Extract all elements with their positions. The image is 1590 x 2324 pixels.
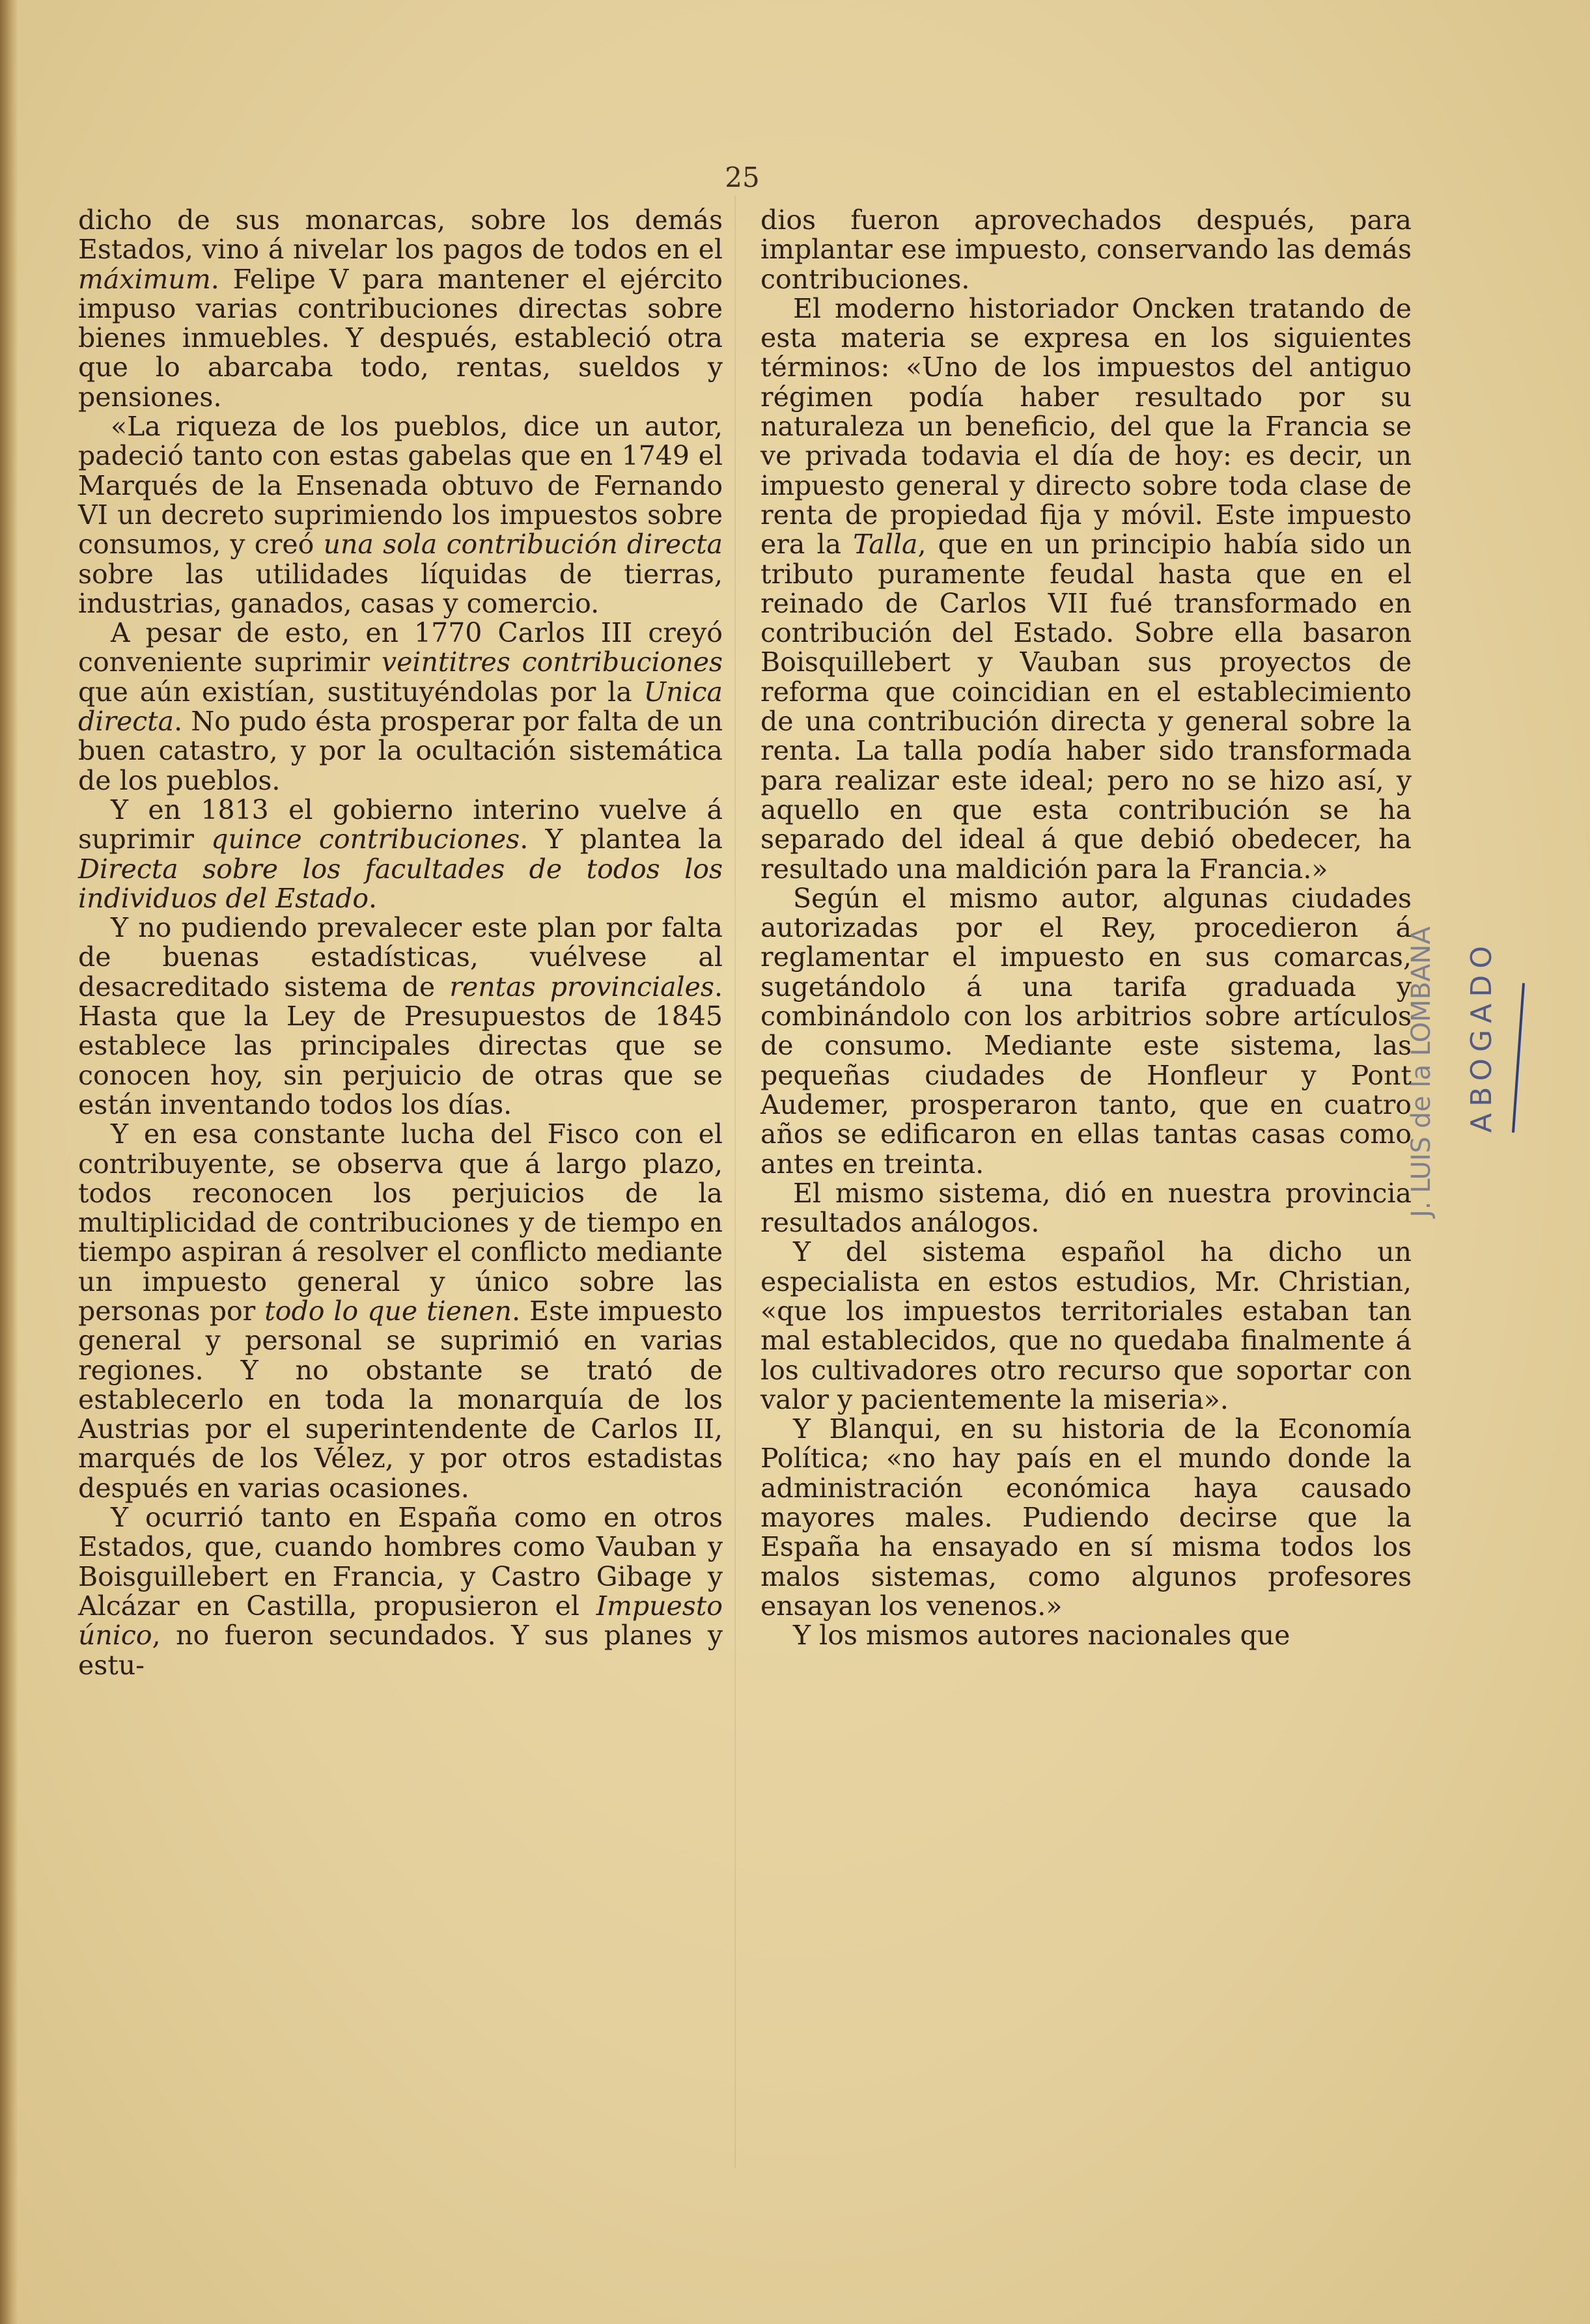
stamp-title: ABOGADO xyxy=(1465,939,1498,1133)
paragraph: dios fueron aprovechados después, para implantar ese impuesto, conservando las demás contribuciones. xyxy=(760,204,1412,295)
stamp-name: J. LUIS de la LOMBANA xyxy=(1406,926,1436,1217)
paragraph: El mismo sistema, dió en nuestra provincia resultados análogos. xyxy=(760,1177,1412,1239)
paragraph: Y en 1813 el gobierno interino vuelve á suprimir quince contribuciones. Y plantea la Directa sobre los facultades de todos los individuos del Estado. xyxy=(78,794,723,914)
stamp-rule xyxy=(1512,983,1525,1133)
paragraph: Y del sistema español ha dicho un especialista en estos estudios, Mr. Christian, «que los impuestos territoriales estaban tan mal establecidos, que no quedaba finalmente á los cultivadores otro recurso que soportar con valor y pacientemente la miseria». xyxy=(760,1236,1412,1415)
column-gutter xyxy=(734,195,736,2168)
paragraph: «La riqueza de los pueblos, dice un autor, padeció tanto con estas gabelas que en 1749 el Marqués de la Ensenada obtuvo de Fernando VI un decreto suprimiendo los impuestos sobre consumos, y creó una sola contribución directa sobre las utilidades líquidas de tierras, industrias, ganados, casas y comercio. xyxy=(78,411,723,619)
paragraph: Y ocurrió tanto en España como en otros Estados, que, cuando hombres como Vauban y Boisguillebert en Francia, y Castro Gibage y Alcázar en Castilla, propusieron el Impuesto único, no fueron secundados. Y sus planes y estu- xyxy=(78,1502,723,1681)
left-column xyxy=(78,206,723,1680)
paragraph: A pesar de esto, en 1770 Carlos III creyó conveniente suprimir veintitres contribuciones que aún existían, sustituyéndolas por la Unica directa. No pudo ésta prosperar por falta de un buen catastro, y por la ocultación sistemática de los pueblos. xyxy=(78,617,723,796)
right-column xyxy=(760,206,1412,1651)
paragraph: dicho de sus monarcas, sobre los demás Estados, vino á nivelar los pagos de todos en el máximum. Felipe V para mantener el ejército impuso varias contribuciones directas sobre bienes inmuebles. Y después, estableció otra que lo abarcaba todo, rentas, sueldos y pensiones. xyxy=(78,204,723,413)
paragraph: Y no pudiendo prevalecer este plan por falta de buenas estadísticas, vuélvese al desacreditado sistema de rentas provinciales. Hasta que la Ley de Presupuestos de 1845 establece las principales directas que se conocen hoy, sin perjuicio de otras que se están inventando todos los días. xyxy=(78,912,723,1120)
page-number: 25 xyxy=(725,161,760,193)
paragraph: Y los mismos autores nacionales que xyxy=(793,1620,1290,1652)
paragraph: Según el mismo autor, algunas ciudades autorizadas por el Rey, procedieron á reglamentar el impuesto en sus comarcas, sugetándolo á una tarifa graduada y combinándolo con los arbitrios sobre artículos de consumo. Mediante este sistema, las pequeñas ciudades de Honfleur y Pont Audemer, prosperaron tanto, que en cuatro años se edificaron en ellas tantas casas como antes en treinta. xyxy=(760,882,1412,1180)
paragraph: Y en esa constante lucha del Fisco con el contribuyente, se observa que á largo plazo, todos reconocen los perjuicios de la multiplicidad de contribuciones y de tiempo en tiempo aspiran á resolver el conflicto mediante un impuesto general y único sobre las personas por todo lo que tienen. Este impuesto general y personal se suprimió en varias regiones. Y no obstante se trató de establecerlo en toda la monarquía de los Austrias por el superintendente de Carlos II, marqués de los Vélez, y por otros estadistas después en varias ocasiones. xyxy=(78,1118,723,1504)
paragraph: El moderno historiador Oncken tratando de esta materia se expresa en los siguientes términos: «Uno de los impuestos del antiguo régimen podía haber resultado por su naturaleza un beneficio, del que la Francia se ve privada todavia el día de hoy: es decir, un impuesto general y directo sobre toda clase de renta de propiedad fija y móvil. Este impuesto era la Talla, que en un principio había sido un tributo puramente feudal hasta que en el reinado de Carlos VII fué transformado en contribución del Estado. Sobre ella basaron Boisquillebert y Vauban sus proyectos de reforma que coincidian en el establecimiento de una contribución directa y general sobre la renta. La talla podía haber sido transformada para realizar este ideal; pero no se hizo así, y aquello en que esta contribución se ha separado del ideal á que debió obedecer, ha resultado una maldición para la Francia.» xyxy=(760,292,1412,885)
lawyer-stamp xyxy=(1367,768,1563,1237)
binding-edge xyxy=(0,0,18,2324)
paragraph: Y Blanqui, en su historia de la Economía Política; «no hay país en el mundo donde la administración económica haya causado mayores males. Pudiendo decirse que la España ha ensayado en sí misma todos los malos sistemas, como algunos profesores ensayan los venenos.» xyxy=(760,1413,1412,1622)
